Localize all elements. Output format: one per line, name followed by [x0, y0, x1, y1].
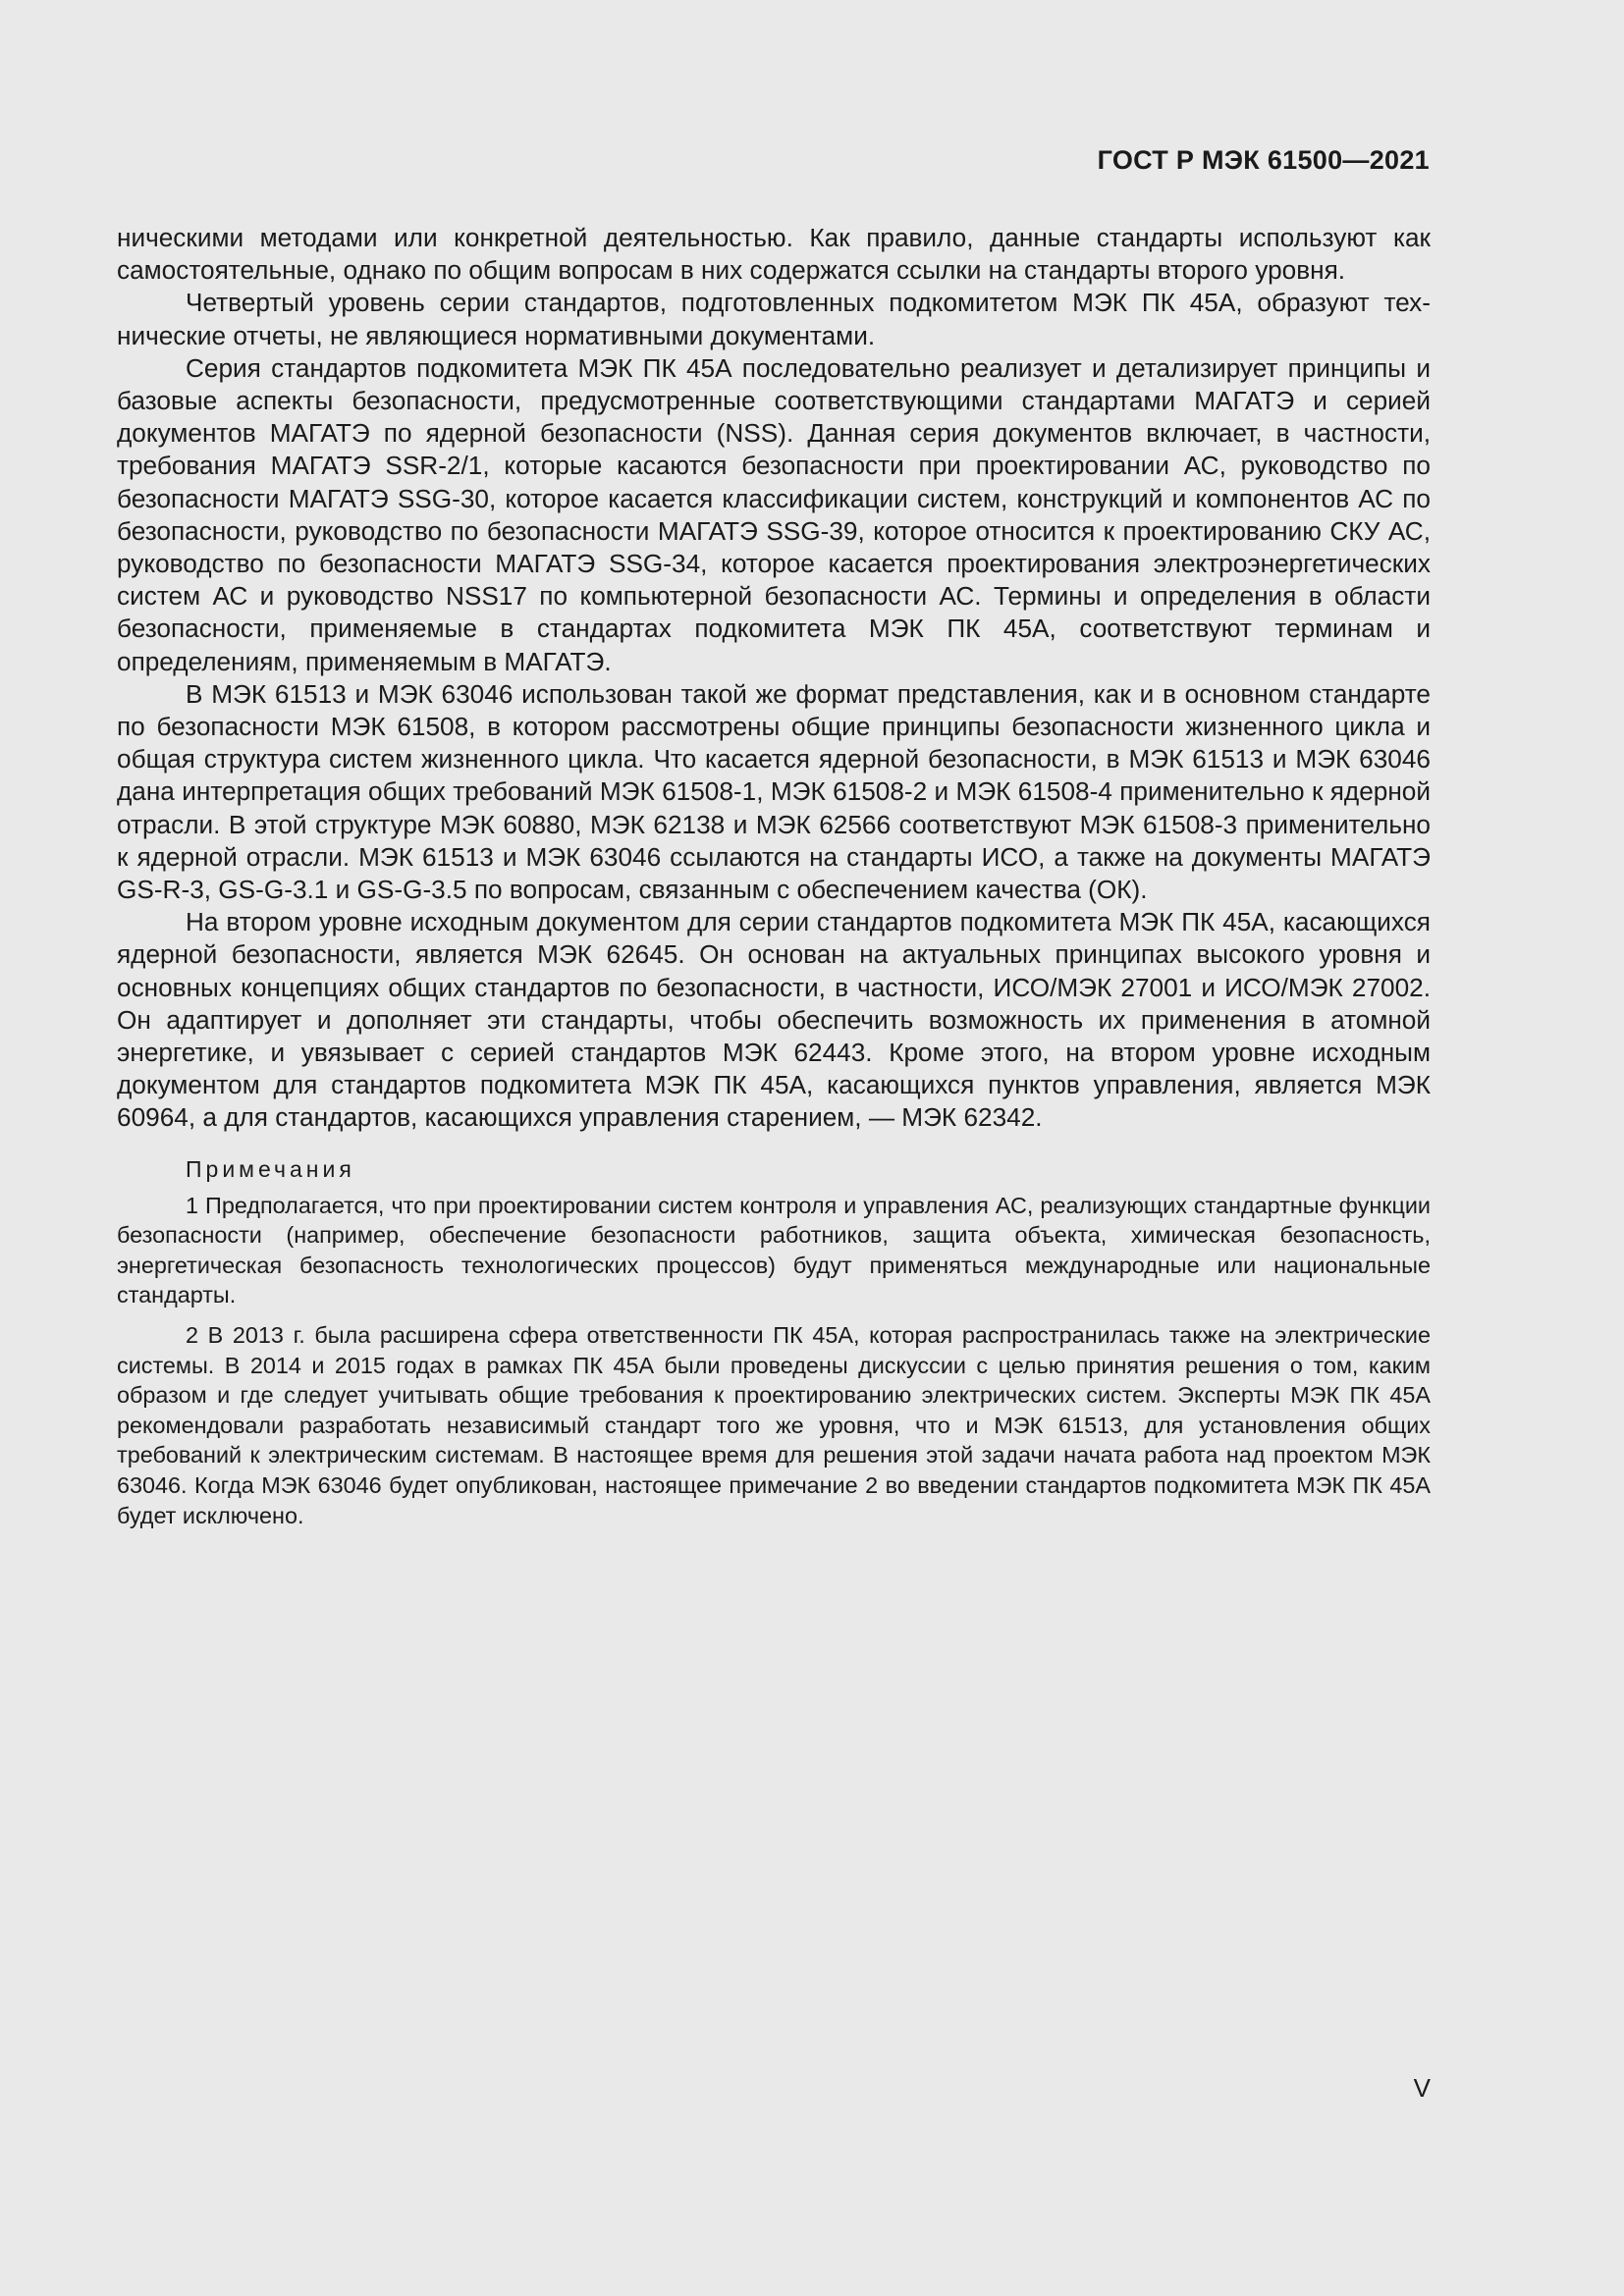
page-number: V [1413, 2073, 1431, 2103]
paragraph-series-iaea: Серия стандартов подкомитета МЭК ПК 45А последовательно реализует и детализирует принципы и базовые аспекты безопасности, предусмотренные соответствующими стандартами МАГАТЭ и серией документов МАГАТЭ по ядерной безопасности (NSS). Данная серия документов включает, в частности, требования МАГАТЭ SSR-2/1, которые касаются безопасности при проектировании АС, руководство по безопасности МАГАТЭ SSG-30, которое касается классификации систем, конструкций и компонентов АС по безопасности, руководство по безопасности МАГАТЭ SSG-39, которое относится к проектированию СКУ АС, руководство по безопасности МАГАТЭ SSG-34, которое касается проектирования электроэнергетических систем АС и руководство NSS17 по компьютерной безопасности АС. Термины и определения в области безопасности, применяемые в стандартах подкомитета МЭК ПК 45А, соответствуют терминам и определениям, применяемым в МАГАТЭ. [117, 352, 1431, 676]
notes-title: Примечания [186, 1155, 355, 1182]
paragraph-continuation: ническими методами или конкретной деятельностью. Как правило, данные стандарты используют как самостоятельные, однако по общим вопросам в них содержатся ссылки на стандарты второго уровня. [117, 223, 1431, 286]
standard-header: ГОСТ Р МЭК 61500—2021 [1097, 145, 1430, 175]
note-item: 2 В 2013 г. была расширена сфера ответственности ПК 45А, которая распространилась также на электрические системы. В 2014 и 2015 годах в рамках ПК 45А были проведены дискуссии с целью принятия решения о том, каким образом и где следует учитывать общие требования к проектированию электрических систем. Эксперты МЭК ПК 45А рекомендовали разработать независимый стандарт того же уровня, что и МЭК 61513, для установления общих требований к электрическим системам. В настоящее время для решения этой задачи начата работа над проектом МЭК 63046. Когда МЭК 63046 будет опубликован, настоящее примечание 2 во введении стандартов подкомитета МЭК ПК 45А будет исключено. [117, 1322, 1431, 1528]
document-body [117, 222, 1431, 1540]
paragraph-second-level: На втором уровне исходным документом для серии стандартов подкомитета МЭК ПК 45А, касающихся ядерной безопасности, является МЭК 62645. Он основан на актуальных принципах высокого уровня и основных концепциях общих стандартов по безопасности, в частности, ИСО/МЭК 27001 и ИСО/МЭК 27002. Он адаптирует и дополняет эти стандарты, чтобы обеспечить возможность их применения в атомной энергетике, и увязывает с серией стандартов МЭК 62443. Кроме этого, на втором уровне исходным документом для стандартов подкомитета МЭК ПК 45А, касающихся пунктов управления, является МЭК 60964, а для стандартов, касающихся управления старением, — МЭК 62342. [117, 907, 1431, 1133]
note-item: 1 Предполагается, что при проектировании систем контроля и управления АС, реализующих стандартные функции безопасности (например, обеспечение безопасности работников, защита объекта, химическая безопасность, энергетическая безопасность технологических процессов) будут применяться международные или национальные стандарты. [117, 1192, 1431, 1308]
paragraph-iec-61513: В МЭК 61513 и МЭК 63046 использован такой же формат представления, как и в основном стандарте по безопасности МЭК 61508, в котором рассмотрены общие принципы безопасности жизненного цикла и общая структура систем жизненного цикла. Что касается ядерной безопасности, в МЭК 61513 и МЭК 63046 дана интерпретация общих требований МЭК 61508-1, МЭК 61508-2 и МЭК 61508-4 применительно к ядерной отрасли. В этой структуре МЭК 60880, МЭК 62138 и МЭК 62566 соответствуют МЭК 61508-3 применительно к ядерной отрасли. МЭК 61513 и МЭК 63046 ссылаются на стандарты ИСО, а также на документы МАГАТЭ GS-R-3, GS-G-3.1 и GS-G-3.5 по вопросам, связанным с обеспечением качества (ОК). [117, 678, 1431, 905]
paragraph-fourth-level: Четвертый уровень серии стандартов, подготовленных подкомитетом МЭК ПК 45А, образуют технические отчеты, не являющиеся нормативными документами. [117, 288, 1431, 350]
